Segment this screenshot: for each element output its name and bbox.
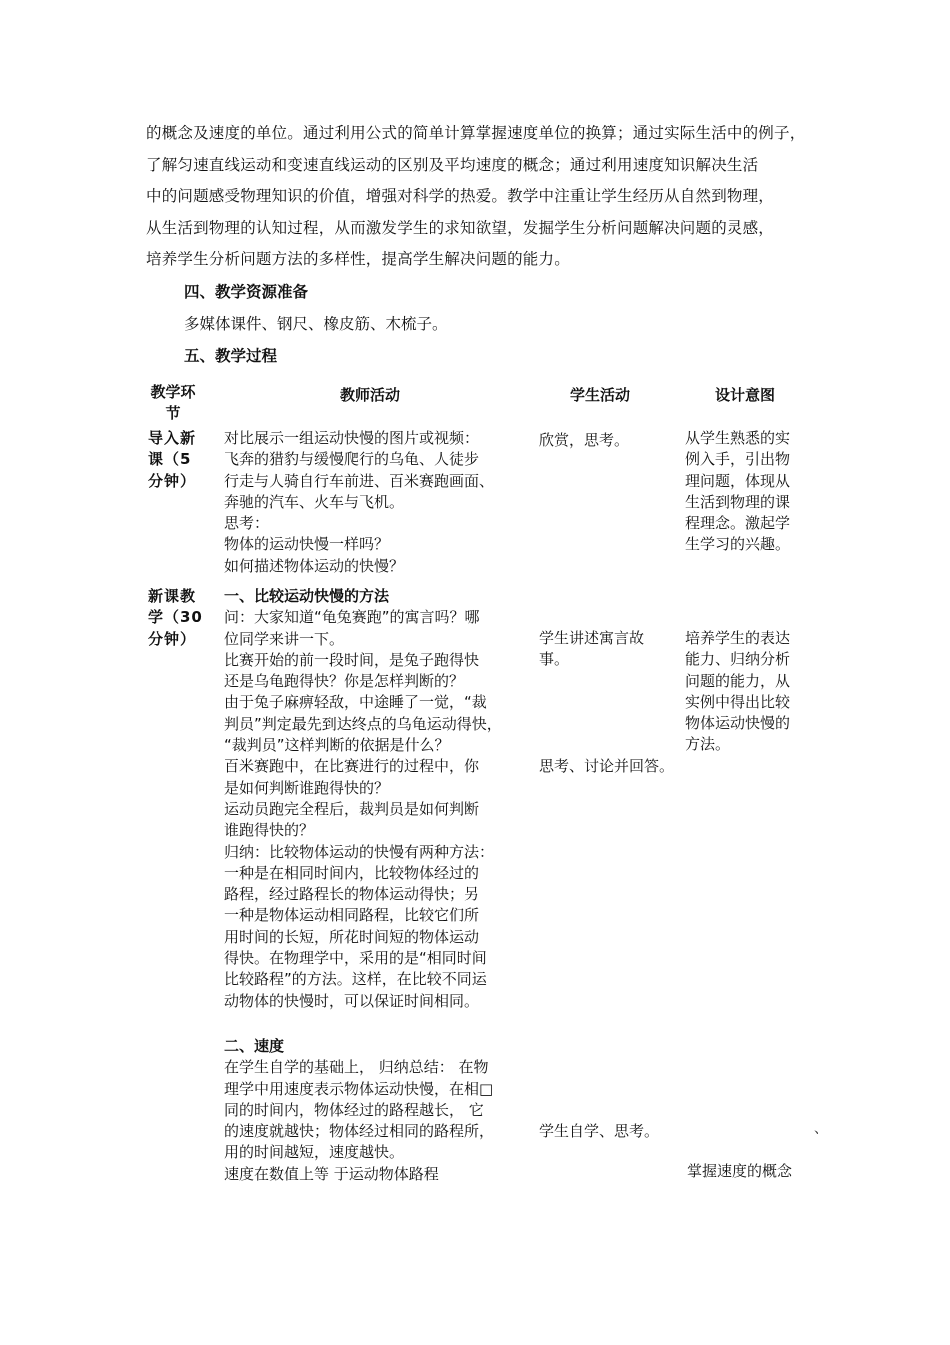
intro-line: 了解匀速直线运动和变速直线运动的区别及平均速度的概念；通过利用速度知识解决生活 [146, 155, 759, 174]
row2-design-line: 物体运动快慢的 [685, 714, 791, 733]
header-teacher: 教师活动 [339, 386, 400, 404]
row1-design-line: 理问题，体现从 [685, 471, 791, 490]
row2-design-line: 能力、归纳分析 [685, 650, 791, 669]
row2-teacher-part1 [224, 586, 534, 1012]
row1-teacher-line: 如何描述物体运动的快慢？ [224, 556, 405, 575]
header-stage [140, 382, 206, 425]
teacher-line: 谁跑得快的？ [224, 821, 315, 840]
header-design: 设计意图 [714, 386, 775, 404]
row2-design-line: 培养学生的表达 [685, 629, 791, 647]
row1-design-line: 例入手，引出物 [685, 450, 791, 469]
row1-design-line: 从学生熟悉的实 [685, 429, 791, 447]
teacher-line: 得快。在物理学中，采用的是“相同时间 [224, 949, 487, 968]
intro-line: 中的问题感受物理知识的价值，增强对科学的热爱。教学中注重让学生经历从自然到物理， [146, 187, 775, 205]
header-stage-line: 教学环 [150, 383, 196, 401]
stray-mark: 、 [814, 1121, 828, 1137]
row1-teacher-line: 对比展示一组运动快慢的图片或视频： [224, 429, 480, 447]
row2-design-line: 实例中得出比较 [685, 692, 791, 711]
teacher-line: 动物体的快慢时，可以保证时间相同。 [224, 991, 480, 1010]
row2-design-2: 掌握速度的概念 [687, 1162, 793, 1180]
teacher-line: “裁判员”这样判断的依据是什么？ [224, 736, 450, 755]
row2-student-line: 事。 [539, 650, 570, 669]
teacher-line: 路程，经过路程长的物体运动得快；另 [224, 885, 480, 904]
resources-text: 多媒体课件、钢尺、橡皮筋、木梳子。 [184, 315, 448, 333]
intro-line: 培养学生分析问题方法的多样性，提高学生解决问题的能力。 [146, 250, 570, 268]
intro-line: 的概念及速度的单位。通过利用公式的简单计算掌握速度单位的换算；通过实际生活中的例子， [146, 124, 806, 142]
row2-teacher-part2 [224, 1036, 534, 1185]
row1-stage-line: 导入新 [148, 429, 197, 447]
row2-student-2: 思考、讨论并回答。 [539, 757, 675, 775]
row2-stage-line: 新课教 [148, 587, 197, 605]
teacher-line: 是如何判断谁跑得快的？ [224, 778, 390, 797]
intro-line: 从生活到物理的认知过程，从而激发学生的求知欲望，发掘学生分析问题解决问题的灵感， [146, 218, 775, 237]
teacher-line: 比赛开始的前一段时间，是兔子跑得快 [224, 650, 480, 669]
teacher-line: 百米赛跑中，在比赛进行的过程中，你 [224, 757, 480, 776]
row1-teacher-line: 思考： [224, 514, 270, 533]
row2-student-1 [539, 628, 679, 671]
row1-stage-line: 分钟） [148, 471, 197, 490]
row1-design-line: 生学习的兴趣。 [685, 535, 791, 554]
teacher-subheading: 二、速度 [224, 1037, 285, 1055]
row1-teacher-line: 行走与人骑自行车前进、百米赛跑画面、 [224, 471, 495, 490]
row1-teacher-line: 飞奔的猎豹与缓慢爬行的乌龟、人徒步 [224, 450, 480, 469]
teacher-line: 同的时间内，物体经过的路程越长， 它 [224, 1100, 484, 1119]
teacher-line: 用时间的长短，所花时间短的物体运动 [224, 927, 480, 946]
teacher-line: 一种是物体运动相同路程，比较它们所 [224, 906, 480, 925]
teacher-line: 理学中用速度表示物体运动快慢，在相□ [224, 1079, 494, 1098]
row1-teacher [224, 428, 534, 577]
section5-heading: 五、教学过程 [184, 347, 278, 365]
teacher-line: 用的时间越短，速度越快。 [224, 1143, 405, 1162]
row2-design-line: 方法。 [685, 735, 731, 754]
header-stage-line: 节 [165, 404, 181, 423]
row1-teacher-line: 奔驰的汽车、火车与飞机。 [224, 492, 405, 511]
row2-stage-line: 学（30 [148, 608, 203, 627]
teacher-line: 归纳：比较物体运动的快慢有两种方法： [224, 842, 495, 861]
teacher-line: 由于兔子麻痹轻敌，中途睡了一觉，“裁 [224, 693, 487, 712]
row1-teacher-line: 物体的运动快慢一样吗？ [224, 535, 390, 554]
teacher-line: 的速度就越快；物体经过相同的路程所， [224, 1122, 495, 1141]
teacher-line: 问：大家知道“龟兔赛跑”的寓言吗？哪 [224, 608, 480, 627]
row1-design-line: 生活到物理的课 [685, 492, 791, 511]
intro-paragraph [146, 118, 826, 276]
row2-design-line: 问题的能力，从 [685, 671, 791, 690]
row2-stage-line: 分钟） [148, 629, 197, 648]
teacher-line: 运动员跑完全程后，裁判员是如何判断 [224, 799, 480, 818]
row2-stage [148, 586, 212, 650]
teacher-line: 判员”判定最先到达终点的乌龟运动得快， [224, 714, 502, 733]
row2-student-line: 学生讲述寓言故 [539, 629, 645, 647]
teacher-line: 速度在数值上等 于运动物体路程 [224, 1164, 439, 1183]
row1-stage [148, 428, 212, 492]
teacher-line: 一种是在相同时间内，比较物体经过的 [224, 863, 480, 882]
row1-stage-line: 课（5 [148, 450, 192, 469]
row2-student-3: 学生自学、思考。 [539, 1122, 660, 1140]
header-student: 学生活动 [569, 386, 630, 404]
row2-design-1 [685, 628, 815, 756]
teacher-subheading: 一、比较运动快慢的方法 [224, 587, 390, 605]
teacher-line: 还是乌龟跑得快？你是怎样判断的？ [224, 672, 465, 691]
row1-design [685, 428, 815, 556]
row1-student: 欣赏，思考。 [539, 431, 630, 449]
section4-heading: 四、教学资源准备 [184, 283, 309, 301]
teacher-line: 位同学来讲一下。 [224, 629, 345, 648]
row1-design-line: 程理念。激起学 [685, 514, 791, 533]
teacher-line: 在学生自学的基础上， 归纳总结： 在物 [224, 1058, 489, 1077]
teacher-line: 比较路程”的方法。这样，在比较不同运 [224, 970, 487, 989]
